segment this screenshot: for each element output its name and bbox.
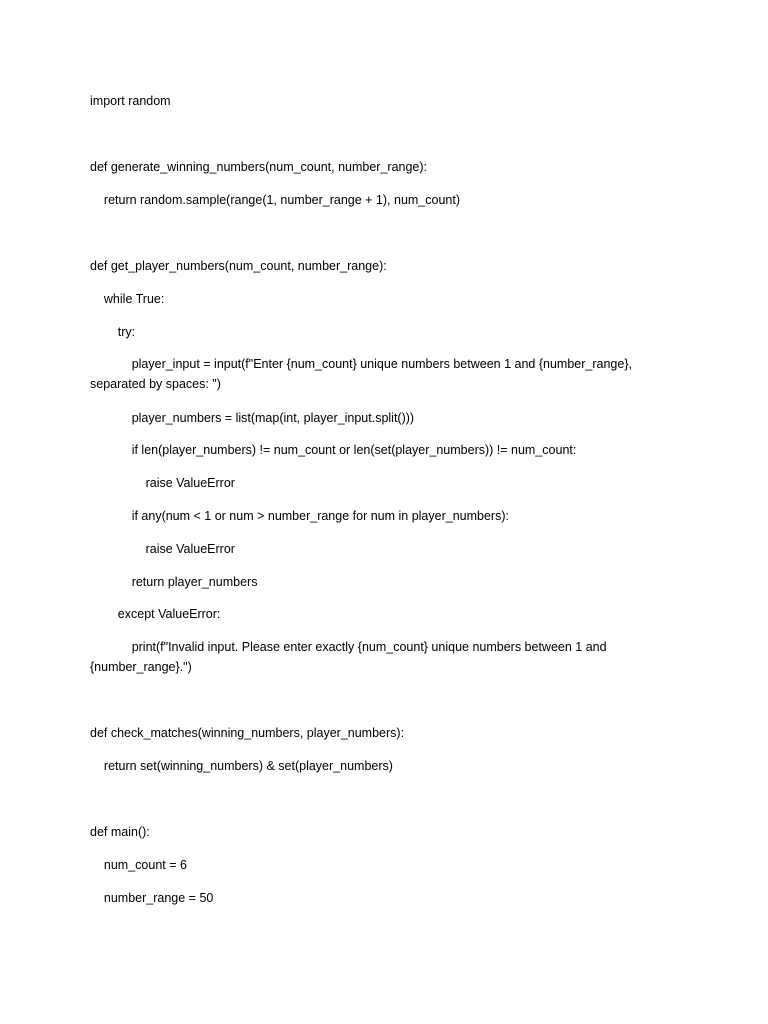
code-line: def check_matches(winning_numbers, player_numbers): <box>90 726 405 740</box>
code-line: if any(num < 1 or num > number_range for num in player_numbers): <box>90 509 509 523</box>
code-line: while True: <box>90 292 165 306</box>
code-line: raise ValueError <box>90 476 235 490</box>
code-line: try: <box>90 325 136 339</box>
code-line: def generate_winning_numbers(num_count, number_range): <box>90 160 428 174</box>
code-line: print(f"Invalid input. Please enter exactly {num_count} unique numbers between 1 and {number_range}.") <box>90 640 611 674</box>
code-line: player_input = input(f"Enter {num_count} unique numbers between 1 and {number_range}, separated by spaces: ") <box>90 357 636 391</box>
code-line: return player_numbers <box>90 575 258 589</box>
code-line: num_count = 6 <box>90 858 187 872</box>
code-line: import random <box>90 94 171 108</box>
code-line: def main(): <box>90 825 150 839</box>
code-line: return random.sample(range(1, number_range + 1), num_count) <box>90 193 460 207</box>
code-line: player_numbers = list(map(int, player_input.split())) <box>90 411 415 425</box>
code-line: number_range = 50 <box>90 891 214 905</box>
code-line: def get_player_numbers(num_count, number_range): <box>90 259 387 273</box>
code-line: return set(winning_numbers) & set(player_numbers) <box>90 759 393 773</box>
code-line: except ValueError: <box>90 607 221 621</box>
code-line: if len(player_numbers) != num_count or len(set(player_numbers)) != num_count: <box>90 443 577 457</box>
code-line: raise ValueError <box>90 542 235 556</box>
